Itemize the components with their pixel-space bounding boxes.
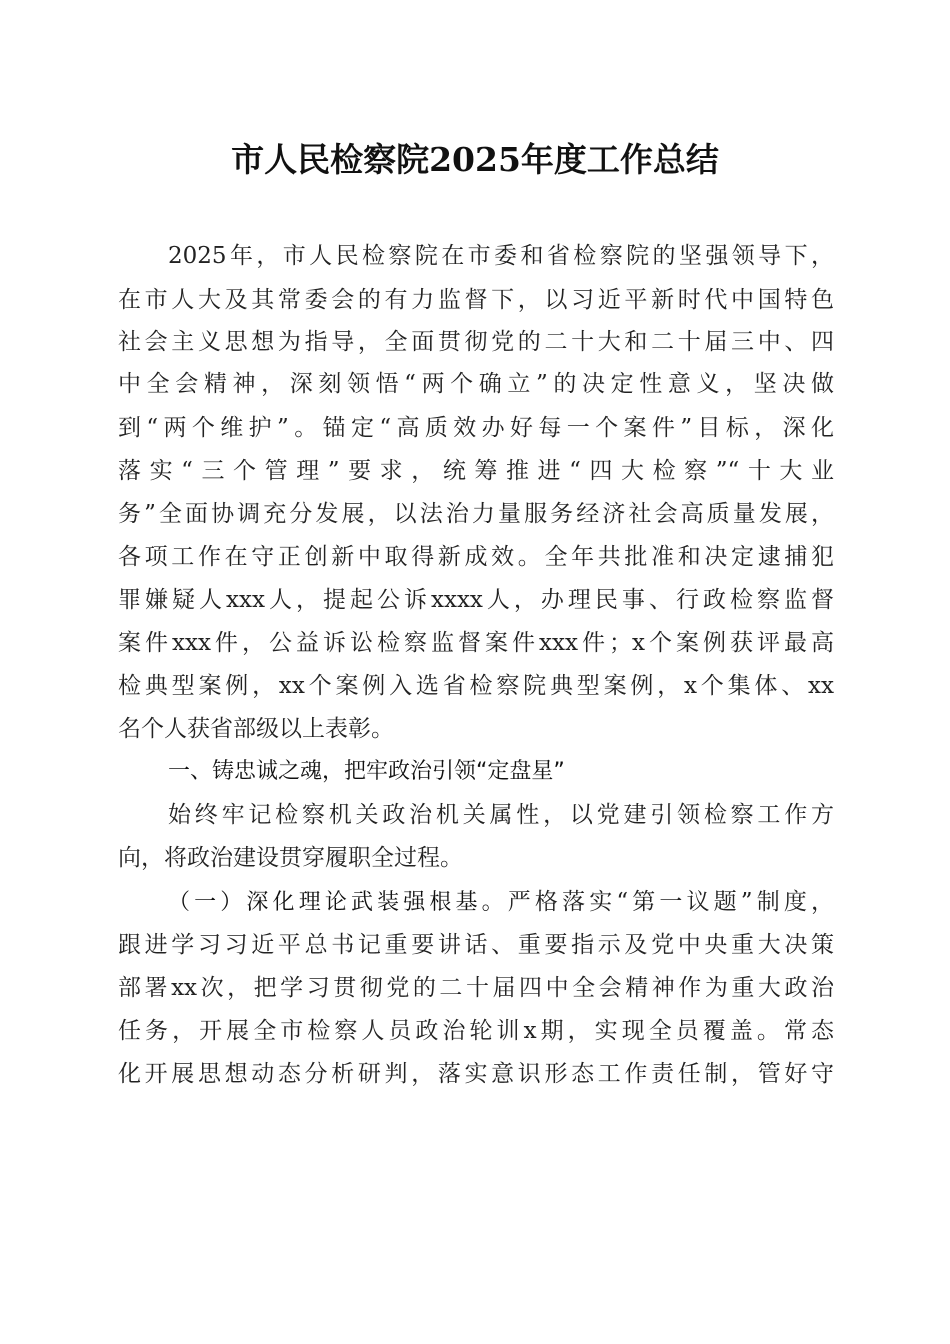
section-1-line-2: 向，将政治建设贯穿履职全过程。: [118, 845, 463, 871]
subsection-1-line-2: 跟进学习习近平总书记重要讲话、重要指示及党中央重大决策: [118, 932, 834, 958]
intro-line-4: 中全会精神，深刻领悟“两个确立”的决定性意义，坚决做: [118, 371, 834, 397]
subsection-1-line-1: [168, 882, 834, 922]
intro-line-8: 各项工作在守正创新中取得新成效。全年共批准和决定逮捕犯: [118, 544, 834, 570]
intro-line-11: 检典型案例，xx个案例入选省检察院典型案例，x个集体、xx: [118, 673, 834, 699]
subsection-1-line-5: 化开展思想动态分析研判，落实意识形态工作责任制，管好守: [118, 1061, 834, 1087]
subsection-1-heading: （一）深化理论武装强根基。: [168, 890, 508, 915]
subsection-1-line-3: 部署xx次，把学习贯彻党的二十届四中全会精神作为重大政治: [118, 975, 834, 1001]
intro-line-1: 2025年，市人民检察院在市委和省检察院的坚强领导下，: [168, 243, 834, 269]
intro-line-2: 在市人大及其常委会的有力监督下，以习近平新时代中国特色: [118, 287, 834, 313]
intro-line-3: 社会主义思想为指导，全面贯彻党的二十大和二十届三中、四: [118, 329, 834, 355]
document-title: 市人民检察院2025年度工作总结: [231, 140, 719, 179]
subsection-1-line-1-text: 严格落实“第一议题”制度，: [507, 889, 834, 915]
intro-line-7: 务”全面协调充分发展，以法治力量服务经济社会高质量发展，: [118, 501, 834, 527]
subsection-1-line-4: 任务，开展全市检察人员政治轮训x期，实现全员覆盖。常态: [118, 1018, 834, 1044]
intro-line-6: 落实“三个管理”要求，统筹推进“四大检察”“十大业: [118, 458, 834, 484]
intro-line-5: 到“两个维护”。锚定“高质效办好每一个案件”目标，深化: [118, 415, 834, 441]
intro-line-9: 罪嫌疑人xxx人，提起公诉xxxx人，办理民事、行政检察监督: [118, 587, 834, 613]
section-1-line-1: 始终牢记检察机关政治机关属性，以党建引领检察工作方: [168, 802, 834, 828]
intro-line-10: 案件xxx件，公益诉讼检察监督案件xxx件；x个案例获评最高: [118, 630, 834, 656]
section-1-heading: 一、铸忠诚之魂，把牢政治引领“定盘星”: [168, 759, 565, 784]
intro-line-12: 名个人获省部级以上表彰。: [118, 716, 394, 742]
